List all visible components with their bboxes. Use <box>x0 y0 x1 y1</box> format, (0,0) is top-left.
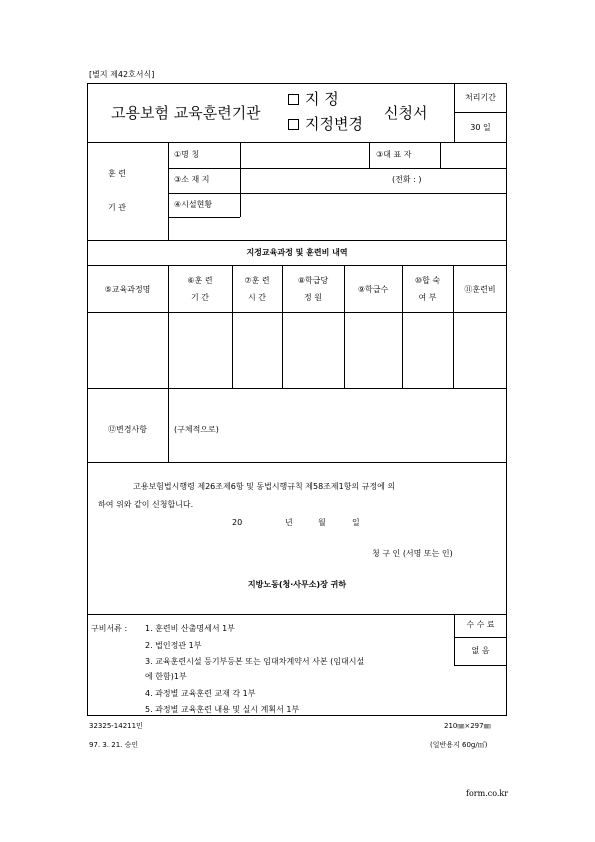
course-header-name: ⑤교육과정명 <box>104 285 151 294</box>
applicant-signature[interactable]: 청 구 인 (서명 또는 인) <box>372 549 453 558</box>
form-title-left: 고용보험 교육훈련기관 <box>111 104 261 122</box>
form-title-right: 신청서 <box>384 104 428 122</box>
institution-label-2: 기 관 <box>108 203 126 212</box>
fee-value: 없 음 <box>471 646 490 655</box>
approval-date: 97. 3. 21. 승인 <box>89 741 139 749</box>
name-label: ①명 칭 <box>174 150 200 159</box>
form-tag: [별지 제42호서식] <box>89 70 155 79</box>
divider <box>168 217 240 218</box>
declaration-line-1: 고용보험법시행령 제26조제6항 및 동법시행규칙 제58조제1항의 규정에 의 <box>133 482 396 491</box>
date-month-unit: 월 <box>318 518 326 527</box>
declaration-line-2: 하여 위와 같이 신청합니다. <box>98 500 194 509</box>
processing-period-label: 처리기간 <box>465 93 496 102</box>
facility-label: ④시설현황 <box>174 200 213 209</box>
attachments-label: 구비서류 : <box>91 624 128 633</box>
course-header-period: ⑥훈 련 <box>187 276 213 285</box>
representative-field[interactable] <box>441 143 506 167</box>
divider <box>454 112 507 113</box>
changes-label: ⑫변경사항 <box>108 425 147 434</box>
divider <box>87 462 507 463</box>
divider <box>454 665 507 666</box>
course-header-lodging-2: 여 부 <box>418 293 437 302</box>
divider <box>168 388 169 462</box>
divider <box>87 265 507 266</box>
divider <box>87 240 507 241</box>
option-designation: 지 정 <box>305 90 339 108</box>
course-header-hours-2: 시 간 <box>248 293 266 302</box>
address-field[interactable] <box>241 169 506 192</box>
checkbox-designation-change[interactable] <box>288 119 299 130</box>
divider <box>454 637 507 638</box>
recipient: 지방노동(청·사무소)장 귀하 <box>247 580 347 589</box>
representative-label: ③대 표 자 <box>376 150 412 159</box>
attachment-item: 에 한함)1부 <box>145 672 187 681</box>
option-designation-change: 지정변경 <box>305 115 363 133</box>
changes-field[interactable]: (구체적으로) <box>174 425 219 434</box>
courses-section-title: 지정교육과정 및 훈련비 내역 <box>246 248 348 257</box>
course-header-hours: ⑦훈 련 <box>244 276 270 285</box>
checkbox-designation[interactable] <box>288 94 299 105</box>
divider <box>168 142 169 240</box>
course-header-period-2: 기 간 <box>191 293 209 302</box>
facility-field[interactable] <box>241 194 506 239</box>
date-year[interactable]: 20 <box>232 518 243 527</box>
course-classes-cell[interactable] <box>345 313 402 388</box>
attachment-item: 1. 훈련비 산출명세서 1부 <box>145 624 235 633</box>
course-hours-cell[interactable] <box>233 313 282 388</box>
processing-period-value: 30 일 <box>470 123 491 132</box>
attachment-item: 4. 과정별 교육훈련 교재 각 1부 <box>145 689 256 698</box>
course-header-classes: ⑨학급수 <box>357 285 389 294</box>
course-header-fee: ⑪훈련비 <box>464 285 496 294</box>
date-year-unit: 년 <box>285 518 293 527</box>
address-label: ③소 재 지 <box>174 175 210 184</box>
site-watermark: form.co.kr <box>466 789 509 798</box>
course-capacity-cell[interactable] <box>283 313 344 388</box>
course-header-capacity-2: 정 원 <box>304 293 322 302</box>
course-header-lodging: ⑩합 숙 <box>414 276 441 285</box>
fee-label: 수 수 료 <box>466 620 495 629</box>
attachment-item: 5. 과정별 교육훈련 내용 및 실시 계획서 1부 <box>145 705 300 714</box>
course-period-cell[interactable] <box>169 313 232 388</box>
course-header-capacity: ⑧학급당 <box>297 276 329 285</box>
course-name-cell[interactable] <box>88 313 168 388</box>
paper-spec: (일반용지 60g/㎡) <box>430 741 488 749</box>
divider <box>369 142 370 168</box>
phone-label: (전화 : ) <box>392 175 422 184</box>
paper-size: 210㎜×297㎜ <box>444 722 491 730</box>
attachment-item: 3. 교육훈련시설 등기부등본 또는 임대차계약서 사본 (임대시설 <box>145 657 365 666</box>
course-lodging-cell[interactable] <box>403 313 453 388</box>
form-code: 32325-14211민 <box>89 722 143 730</box>
divider <box>87 614 507 615</box>
course-fee-cell[interactable] <box>454 313 506 388</box>
institution-label-1: 훈 련 <box>108 169 126 178</box>
attachment-item: 2. 법인정관 1부 <box>145 641 202 650</box>
date-day-unit: 일 <box>352 518 360 527</box>
name-field[interactable] <box>241 143 368 167</box>
divider <box>87 388 507 389</box>
